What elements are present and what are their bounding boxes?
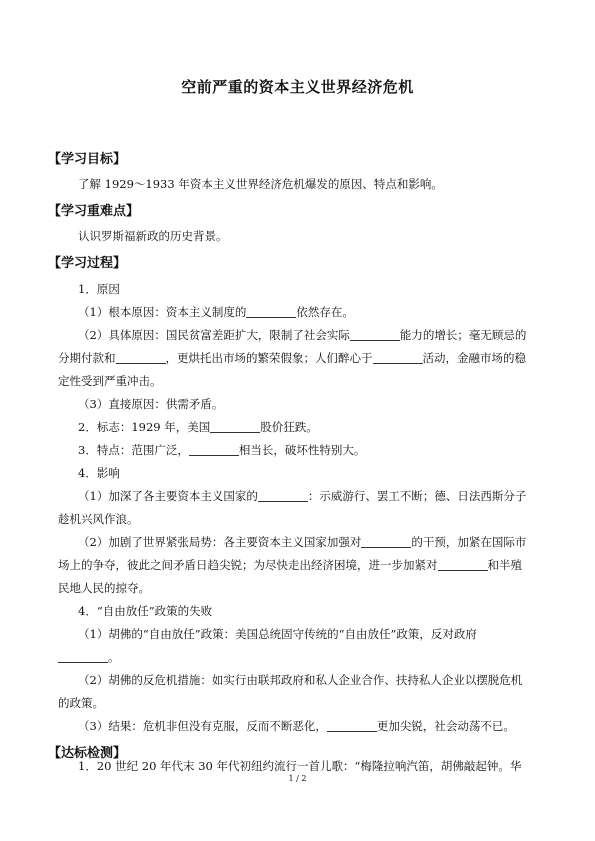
process-line: （1）加深了各主要资本主义国家的 ：示威游行、罢工不断；德、日法西斯分子 [78, 489, 527, 503]
section-process-heading: 【学习过程】 [48, 256, 127, 271]
section-focus-heading: 【学习重难点】 [48, 204, 140, 219]
process-line: 的政策。 [58, 696, 104, 710]
goal-text: 了解 1929～1933 年资本主义世界经济危机爆发的原因、特点和影响。 [78, 177, 443, 191]
page-number: 1 / 2 [288, 774, 307, 783]
fill-blank[interactable] [116, 351, 166, 364]
fill-blank[interactable] [246, 305, 296, 318]
test-question: 1．20 世纪 20 年代末 30 年代初纽约流行一首儿歌：“梅隆拉响汽笛，胡佛敲起钟。华 [78, 759, 522, 773]
focus-text: 认识罗斯福新政的历史背景。 [78, 229, 228, 243]
process-line: 定性受到严重冲击。 [58, 374, 162, 388]
process-line: 。 [58, 649, 120, 665]
process-line: 2．标志：1929 年，美国 股价狂跌。 [78, 420, 318, 434]
fill-blank[interactable] [350, 328, 400, 341]
fill-blank[interactable] [258, 489, 308, 502]
process-line: （3）结果：危机非但没有克服，反而不断恶化， 更加尖锐，社会动荡不已。 [78, 719, 515, 733]
process-line: （1）根本原因：资本主义制度的 依然存在。 [78, 305, 354, 319]
process-heading-cause: 1．原因 [78, 282, 120, 296]
process-line: 分期付款和 ，更烘托出市场的繁荣假象；人们醉心于 活动，金融市场的稳 [58, 351, 526, 365]
process-line: （2）胡佛的反危机措施：如实行由联邦政府和私人企业合作、扶持私人企业以摆脱危机 [78, 673, 523, 687]
fill-blank[interactable] [210, 420, 260, 433]
process-line: （3）直接原因：供需矛盾。 [78, 397, 224, 411]
process-line: 民地人民的掠夺。 [58, 581, 150, 595]
process-line: 场上的争夺，彼此之间矛盾日趋尖锐；为尽快走出经济困境，进一步加紧对 和半殖 [58, 558, 522, 572]
process-heading-laissez-faire: 4．“自由放任”政策的失败 [78, 604, 213, 618]
fill-blank[interactable] [373, 351, 423, 364]
process-line: 趁机兴风作浪。 [58, 512, 139, 526]
fill-blank[interactable] [189, 443, 239, 456]
process-line: （2）加剧了世界紧张局势：各主要资本主义国家加强对 的干预，加紧在国际市 [78, 535, 527, 549]
process-line: （2）具体原因：国民贫富差距扩大，限制了社会实际 能力的增长；毫无顾忌的 [78, 328, 527, 342]
page-title: 空前严重的资本主义世界经济危机 [181, 78, 414, 96]
process-line: 3．特点：范围广泛， 相当长，破坏性特别大。 [78, 443, 366, 457]
fill-blank[interactable] [58, 650, 108, 663]
section-goal-heading: 【学习目标】 [48, 152, 127, 167]
fill-blank[interactable] [361, 535, 411, 548]
fill-blank[interactable] [438, 558, 488, 571]
process-heading-impact: 4．影响 [78, 466, 120, 480]
section-test-heading: 【达标检测】 [48, 746, 127, 761]
fill-blank[interactable] [327, 719, 377, 732]
process-line: （1）胡佛的“自由放任”政策：美国总统固守传统的“自由放任”政策，反对政府 [78, 627, 477, 641]
